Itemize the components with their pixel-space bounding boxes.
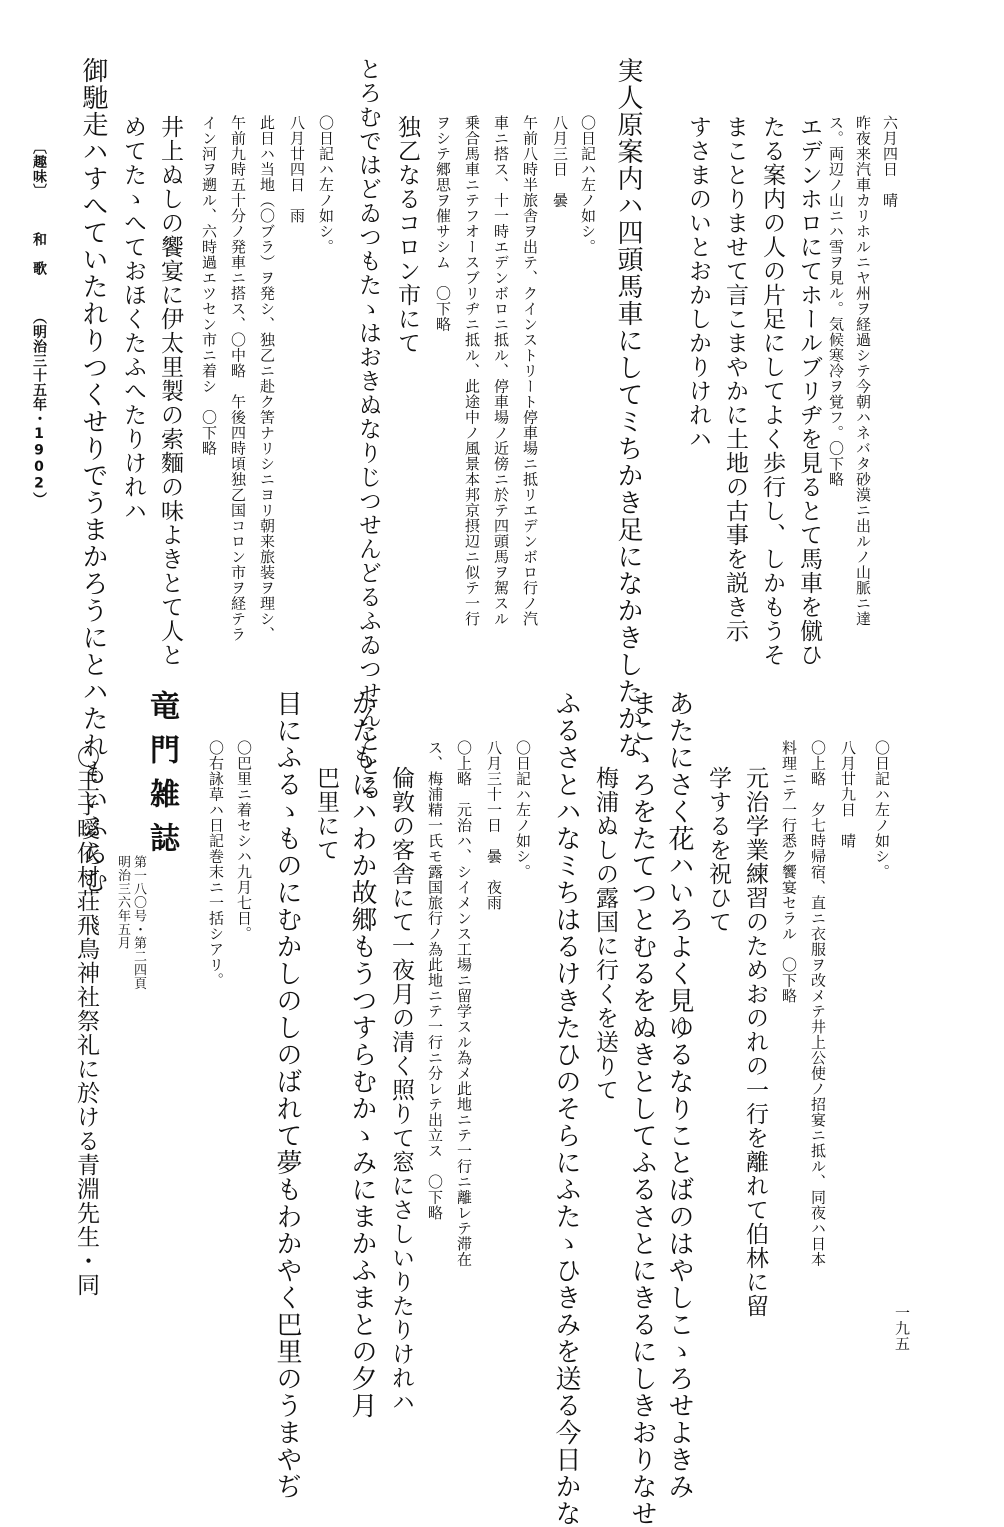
diary-line: ス。両辺ノ山ニハ雪ヲ見ル。気候寒冷ヲ覚フ。〇下略 <box>827 115 845 487</box>
diary-line: ス、梅浦精一氏モ露国旅行ノ為此地ニテ一行ニ分レテ出立ス 〇下略 <box>426 740 444 1221</box>
poem-preface: 井上ぬしの饗宴に伊太里製の索麵の味よきとて人と <box>157 115 183 667</box>
poem-preface: 梅浦ぬしの露国に行くを送りて <box>592 766 618 1102</box>
poem-preface: エデンホロにてホールブリヂを見るとて馬車を僦ひ <box>796 115 822 667</box>
waka-poem: まこゝろをたてつとむるをぬきとしてふるさとにきるにしきおりなせ <box>627 690 657 1527</box>
page-number: 一九五 <box>893 1305 911 1352</box>
diary-line: 乗合馬車ニテフオースブリヂニ抵ル、此途中ノ風景本邦京摂辺ニ似テ一行 <box>463 115 481 627</box>
page-number-wrap <box>890 1305 920 1385</box>
waka-poem: あたにさく花ハいろよく見ゆるなりことばのはやしこゝろせよきみ <box>664 690 694 1500</box>
poem-preface: 元治学業練習のためおのれの一行を離れて伯林に留 <box>742 766 768 1318</box>
section-category: 和 歌 <box>31 232 47 276</box>
diary-line: 車ニ搭ス、十一時エデンボロニ抵ル、停車場ノ近傍ニ於テ四頭馬ヲ駕スル <box>492 115 510 627</box>
waka-poem: 御馳走ハすへていたれりつくせりでうまかろうにとハたれもいふらむ <box>78 57 108 894</box>
diary-line: イン河ヲ遡ル、六時過エツセン市ニ着シ 〇下略 <box>200 115 218 456</box>
diary-line: 此日ハ当地（〇ブラ）ヲ発シ、独乙ニ赴ク筈ナリシニヨリ朝来旅装ヲ理シ、 <box>258 115 276 642</box>
poem-preface: 独乙なるコロン市にて <box>394 115 420 355</box>
diary-note: 〇日記ハ左ノ如シ。 <box>873 740 891 880</box>
poem-preface: すさまのいとおかしかりけれハ <box>685 115 711 451</box>
section-tag: 〔趣味〕 <box>31 140 47 198</box>
poem-preface: 学するを祝ひて <box>705 766 731 934</box>
source-reference: 第一八〇号・第二四頁 <box>131 855 146 990</box>
diary-line: 午前八時半旅舎ヲ出テ、クインストリート停車場ニ抵リエデンボロ行ノ汽 <box>521 115 539 627</box>
date-heading: 八月三日 曇 <box>551 115 569 208</box>
magazine-title: 竜門雑誌 <box>144 690 179 866</box>
poem-preface: めてたゝへておほくたふへたりけれハ <box>120 115 146 523</box>
source-date: 明治三六年五月 <box>115 855 130 950</box>
diary-note: 〇右詠草ハ日記巻末ニ一括シアリ。 <box>207 740 225 988</box>
diary-note: 〇日記ハ左ノ如シ。 <box>514 740 532 880</box>
poem-preface: 倫敦の客舎にて一夜月の清く照りて窓にさしいりたりけれハ <box>388 766 414 1414</box>
diary-line: 昨夜来汽車カリホルニヤ州ヲ経過シテ今朝ハネバタ砂漠ニ出ルノ山脈ニ達 <box>854 115 872 627</box>
item-heading: 〇王子曖依村荘飛鳥神社祭礼に於ける青淵先生・同 <box>73 745 99 1297</box>
poem-preface: たる案内の人の片足にしてよく歩行し、しかもうそ <box>759 115 785 667</box>
diary-note: 〇巴里ニ着セシハ九月七日。 <box>235 740 253 942</box>
poem-preface: まことりませて言こまやかに土地の古事を説き示 <box>722 115 748 643</box>
diary-line: 〇上略 夕七時帰宿、直ニ衣服ヲ改メテ井上公使ノ招宴ニ抵ル、同夜ハ日本 <box>809 740 827 1267</box>
diary-line: 料理ニテ一行悉ク饗宴セラル 〇下略 <box>780 740 798 1004</box>
diary-note: 〇日記ハ左ノ如シ。 <box>317 115 335 255</box>
date-heading: 六月四日 晴 <box>881 115 899 208</box>
date-heading: 八月三十一日 曇 夜雨 <box>485 740 503 911</box>
diary-line: 〇上略 元治ハ、シイメンス工場ニ留学スル為メ此地ニテ一行ニ離レテ滞在 <box>455 740 473 1267</box>
waka-poem: ふるさとハなミちはるけきたひのそらにふたゝひきみを送る今日かな <box>551 690 581 1527</box>
date-heading: 八月廿四日 雨 <box>288 115 306 224</box>
diary-line: 午前九時五十分ノ発車ニ搭ス、〇中略 午後四時頃独乙国コロン市ヲ経テラ <box>229 115 247 642</box>
date-heading: 八月廿九日 晴 <box>839 740 857 849</box>
waka-poem: 目にふるゝものにむかしのしのばれて夢もわかやく巴里のうまやぢ <box>272 690 302 1500</box>
waka-poem: かたもにハわか故郷もうつすらむかゝみにまかふまとの夕月 <box>347 690 377 1419</box>
running-header <box>28 140 58 660</box>
diary-note: 〇日記ハ左ノ如シ。 <box>579 115 597 255</box>
section-year: （明治三十五年・1902） <box>31 310 47 507</box>
waka-poem: 実人原案内ハ四頭馬車にしてミちかき足になかきしたかな <box>613 57 643 759</box>
waka-poem: とろむではどゐつもたゝはおきぬなりじつせんどるふゐつせんととる <box>355 57 381 801</box>
poem-preface: 巴里にて <box>313 766 339 862</box>
diary-line: ヲシテ郷思ヲ催サシム 〇下略 <box>434 115 452 332</box>
